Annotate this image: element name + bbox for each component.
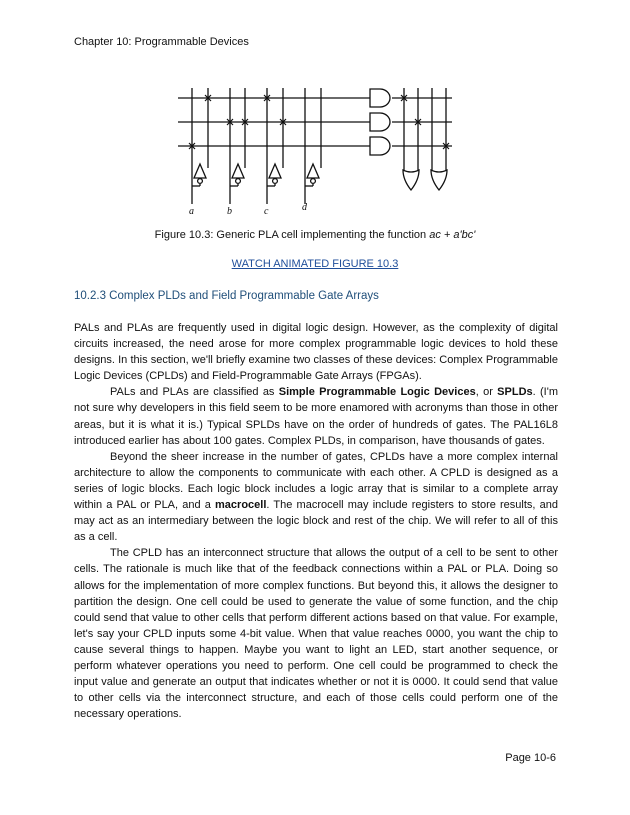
or-gate-2	[431, 170, 447, 190]
input-label-d: d	[302, 202, 307, 213]
input-label-b: b	[227, 206, 232, 217]
input-label-c: c	[264, 206, 269, 217]
paragraph-2: PALs and PLAs are classified as Simple Programmable Logic Devices, or SPLDs. (I'm not sure why developers in this field seem to be more enamored with acronyms than those in other areas, but it is what it is.) Typical SPLDs have on the order of hundreds of gates. The PAL16L8 introduced earlier has about 100 gates. Complex PLDs, in comparison, have thousands of gates.	[74, 386, 558, 447]
and-gate-2	[370, 113, 390, 131]
watch-animated-figure-link[interactable]: WATCH ANIMATED FIGURE 10.3	[231, 258, 399, 270]
figure-caption	[0, 229, 630, 241]
pla-cell-diagram	[170, 80, 460, 220]
and-gate-3	[370, 137, 390, 155]
or-gate-1	[403, 170, 419, 190]
inverter-c	[269, 164, 281, 178]
page-number: Page 10-6	[505, 752, 556, 764]
inverter-a	[194, 164, 206, 178]
caption-math: ac + a'bc'	[429, 229, 476, 241]
section-heading: 10.2.3 Complex PLDs and Field Programmable Gate Arrays	[74, 290, 379, 302]
paragraph-1: PALs and PLAs are frequently used in digital logic design. However, as the complexity of digital circuits increased, the need arose for more complex programmable logic devices to hold these designs. In this section, we'll briefly examine two classes of these devices: Complex Programmable Logic Devices (CPLDs) and Field-Programmable Gate Arrays (FPGAs).	[74, 322, 558, 383]
paragraph-4: The CPLD has an interconnect structure that allows the output of a cell to be sent to other cells. The rationale is much like that of the feedback connections within a PAL or PLA. Doing so allows for the implementation of more complex functions. But beyond this, it allows the designer to partition the design. One cell could be used to generate the value of some function, and the chip could send that value to other cells that perform different actions based on that value. For example, let's say your CPLD inputs some 4-bit value. When that value reaches 0000, you want the chip to cause several things to happen. Maybe you want to light an LED, start another sequence, or perform whatever operations you need to perform. One cell could be programmed to check the input value and generate an output that indicates whether or not it is 0000. It could send that value to other cells via the interconnect structure, and each of those cells could perform one of the necessary operations.	[74, 547, 558, 721]
chapter-header: Chapter 10: Programmable Devices	[74, 36, 249, 48]
inverter-d	[307, 164, 319, 178]
input-label-a: a	[189, 206, 194, 217]
caption-text: Figure 10.3: Generic PLA cell implementing the function	[154, 229, 430, 241]
inverter-b	[232, 164, 244, 178]
paragraph-3: Beyond the sheer increase in the number of gates, CPLDs have a more complex internal architecture to allow the components to communicate with each other. A CPLD is designed as a series of logic blocks. Each logic block includes a logic array that is similar to a complete array within a PAL or PLA, and a macrocell. The macrocell may include registers to store results, and may act as an intermediary between the logic block and rest of the chip. We will refer to all of this as a cell.	[74, 450, 558, 544]
body-text	[74, 320, 558, 722]
and-gate-1	[370, 89, 390, 107]
